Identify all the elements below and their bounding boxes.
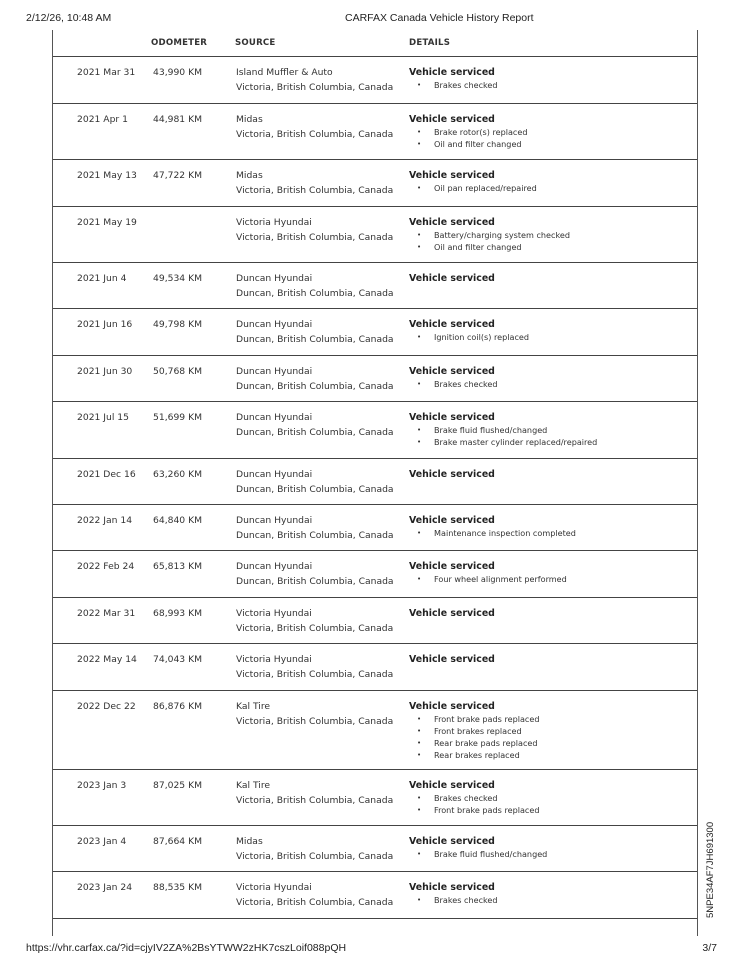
detail-title: Vehicle serviced [409,365,495,377]
record-row [53,355,697,402]
odometer-column-header: ODOMETER [151,38,208,48]
source-name: Duncan Hyundai [236,272,313,284]
record-source [236,317,394,347]
source-name: Victoria Hyundai [236,216,312,228]
record-details [409,561,567,585]
detail-title: Vehicle serviced [409,654,495,665]
source-location: Duncan, British Columbia, Canada [236,380,394,392]
record-row [53,550,697,597]
record-source [236,834,393,864]
record-details [409,170,537,194]
detail-list [409,424,597,449]
print-header [26,12,717,28]
source-name: Midas [236,113,263,125]
source-name: Duncan Hyundai [236,514,313,526]
record-source [236,880,393,910]
source-location: Victoria, British Columbia, Canada [236,82,394,93]
record-date: 2021 Jun 30 [77,365,133,377]
source-location: Victoria, British Columbia, Canada [236,185,394,196]
record-odometer: 87,025 KM [153,779,203,791]
record-date: 2023 Jan 3 [77,779,127,791]
detail-item: • Front brake pads replaced [409,713,540,725]
detail-list [409,713,540,762]
record-row [53,56,697,103]
source-location: Duncan, British Columbia, Canada [236,576,394,587]
detail-list [409,792,540,817]
record-source [236,168,393,198]
source-name: Duncan Hyundai [236,365,313,377]
service-records-list [53,56,697,919]
record-date: 2023 Jan 24 [77,882,133,893]
record-source [236,65,393,95]
detail-title: Vehicle serviced [409,607,495,619]
print-footer [26,942,717,956]
record-row [53,504,697,551]
report-title: CARFAX Canada Vehicle History Report [345,12,534,24]
detail-list [409,848,547,860]
source-location: Victoria, British Columbia, Canada [236,794,394,806]
detail-list [409,378,498,390]
record-source [236,215,393,245]
record-date: 2022 Dec 22 [77,700,136,712]
record-odometer: 74,043 KM [153,654,203,665]
detail-title: Vehicle serviced [409,272,495,284]
detail-title: Vehicle serviced [409,113,495,125]
source-name: Victoria Hyundai [236,607,312,619]
source-name: Kal Tire [236,700,271,712]
detail-item: • Front brakes replaced [409,725,540,737]
record-date: 2022 Feb 24 [77,561,135,572]
record-date: 2021 Jul 15 [77,412,129,423]
record-row [53,401,697,458]
record-source [236,467,394,497]
source-location: Duncan, British Columbia, Canada [236,529,394,541]
record-details [409,654,495,666]
record-source [236,410,394,440]
detail-title: Vehicle serviced [409,412,495,423]
record-date: 2021 Jun 4 [77,272,127,284]
record-row [53,690,697,769]
record-odometer: 49,798 KM [153,319,203,330]
detail-item: • Four wheel alignment performed [409,573,567,585]
source-name: Kal Tire [236,779,271,791]
history-report-panel [52,30,698,936]
source-location: Victoria, British Columbia, Canada [236,897,394,908]
source-name: Victoria Hyundai [236,654,312,665]
detail-list [409,331,529,343]
source-column-header: SOURCE [235,38,276,48]
record-row [53,871,697,919]
detail-item: • Oil and filter changed [409,138,528,150]
detail-title: Vehicle serviced [409,561,495,572]
record-row [53,458,697,504]
record-details [409,515,576,539]
detail-item: • Ignition coil(s) replaced [409,331,529,343]
record-details [409,882,498,906]
record-row [53,103,697,160]
detail-list [409,527,576,539]
detail-item: • Brakes checked [409,79,498,91]
record-details [409,412,597,449]
record-details [409,780,540,817]
record-source [236,112,393,142]
source-location: Victoria, British Columbia, Canada [236,128,394,140]
detail-list [409,229,570,254]
source-location: Duncan, British Columbia, Canada [236,484,394,495]
record-details [409,217,570,254]
detail-title: Vehicle serviced [409,67,495,78]
source-name: Island Muffler & Auto [236,67,333,78]
record-source [236,699,393,729]
record-date: 2021 May 19 [77,216,137,228]
record-odometer: 47,722 KM [153,170,203,181]
record-details [409,273,495,285]
record-details [409,701,540,762]
detail-item: • Brake master cylinder replaced/repaired [409,436,597,448]
record-details [409,836,547,860]
detail-title: Vehicle serviced [409,319,495,330]
source-location: Duncan, British Columbia, Canada [236,287,394,299]
detail-title: Vehicle serviced [409,836,495,847]
detail-list [409,182,537,194]
record-date: 2022 Jan 14 [77,514,133,526]
detail-list [409,126,528,151]
record-row [53,597,697,644]
detail-item: • Rear brake pads replaced [409,737,540,749]
detail-title: Vehicle serviced [409,779,495,791]
page-url: https://vhr.carfax.ca/?id=cjyIV2ZA%2BsYTWW2zHK7cszLoif088pQH [26,942,347,954]
record-odometer: 43,990 KM [153,67,203,78]
source-name: Duncan Hyundai [236,319,313,330]
record-odometer: 64,840 KM [153,514,203,526]
detail-list [409,79,498,91]
record-odometer: 87,664 KM [153,836,203,847]
source-location: Victoria, British Columbia, Canada [236,851,394,862]
record-details [409,608,495,620]
record-date: 2021 Mar 31 [77,67,136,78]
detail-item: • Brakes checked [409,378,498,390]
source-name: Duncan Hyundai [236,561,313,572]
record-row [53,769,697,826]
detail-item: • Brakes checked [409,792,540,804]
record-source [236,778,393,808]
record-odometer: 51,699 KM [153,412,203,423]
detail-item: • Brakes checked [409,894,498,906]
record-details [409,319,529,343]
record-date: 2022 Mar 31 [77,607,136,619]
record-row [53,308,697,355]
record-row [53,159,697,206]
record-details [409,114,528,151]
detail-title: Vehicle serviced [409,514,495,526]
record-odometer: 63,260 KM [153,469,203,480]
record-row [53,643,697,690]
source-location: Victoria, British Columbia, Canada [236,669,394,680]
source-location: Victoria, British Columbia, Canada [236,622,394,634]
record-details [409,469,495,481]
detail-item: • Maintenance inspection completed [409,527,576,539]
page-number: 3/7 [702,942,717,954]
record-source [236,271,394,301]
detail-list [409,894,498,906]
record-date: 2021 Dec 16 [77,469,136,480]
side-vin-code: 5NPE34AF7JH691300 [705,821,716,918]
detail-list [409,573,567,585]
detail-item: • Oil and filter changed [409,241,570,253]
source-location: Duncan, British Columbia, Canada [236,427,394,438]
source-location: Duncan, British Columbia, Canada [236,334,394,345]
detail-title: Vehicle serviced [409,216,495,228]
record-source [236,559,394,589]
source-name: Duncan Hyundai [236,412,313,423]
detail-title: Vehicle serviced [409,700,495,712]
details-column-header: DETAILS [409,38,451,48]
record-source [236,364,394,394]
source-location: Victoria, British Columbia, Canada [236,231,394,243]
record-odometer: 88,535 KM [153,882,203,893]
detail-item: • Brake rotor(s) replaced [409,126,528,138]
record-details [409,67,498,91]
record-source [236,513,394,543]
record-source [236,652,393,682]
record-odometer: 65,813 KM [153,561,203,572]
source-name: Victoria Hyundai [236,882,312,893]
record-row [53,825,697,871]
source-name: Duncan Hyundai [236,469,313,480]
record-date: 2021 May 13 [77,170,137,181]
record-odometer: 50,768 KM [153,365,203,377]
detail-item: • Rear brakes replaced [409,749,540,761]
record-source [236,606,393,636]
record-date: 2023 Jan 4 [77,836,127,847]
record-odometer: 68,993 KM [153,607,203,619]
record-row [53,206,697,262]
record-date: 2022 May 14 [77,654,137,665]
detail-item: • Brake fluid flushed/changed [409,848,547,860]
source-name: Midas [236,170,263,181]
detail-item: • Brake fluid flushed/changed [409,424,597,436]
detail-title: Vehicle serviced [409,882,495,893]
record-odometer: 44,981 KM [153,113,203,125]
print-datetime: 2/12/26, 10:48 AM [26,12,112,24]
record-odometer: 49,534 KM [153,272,203,284]
detail-item: • Oil pan replaced/repaired [409,182,537,194]
record-date: 2021 Apr 1 [77,113,128,125]
source-location: Victoria, British Columbia, Canada [236,715,394,727]
record-odometer: 86,876 KM [153,700,203,712]
detail-item: • Battery/charging system checked [409,229,570,241]
record-row [53,262,697,309]
record-date: 2021 Jun 16 [77,319,133,330]
source-name: Midas [236,836,263,847]
detail-title: Vehicle serviced [409,170,495,181]
detail-title: Vehicle serviced [409,469,495,480]
column-header-row [53,30,697,56]
detail-item: • Front brake pads replaced [409,804,540,816]
record-details [409,366,498,390]
